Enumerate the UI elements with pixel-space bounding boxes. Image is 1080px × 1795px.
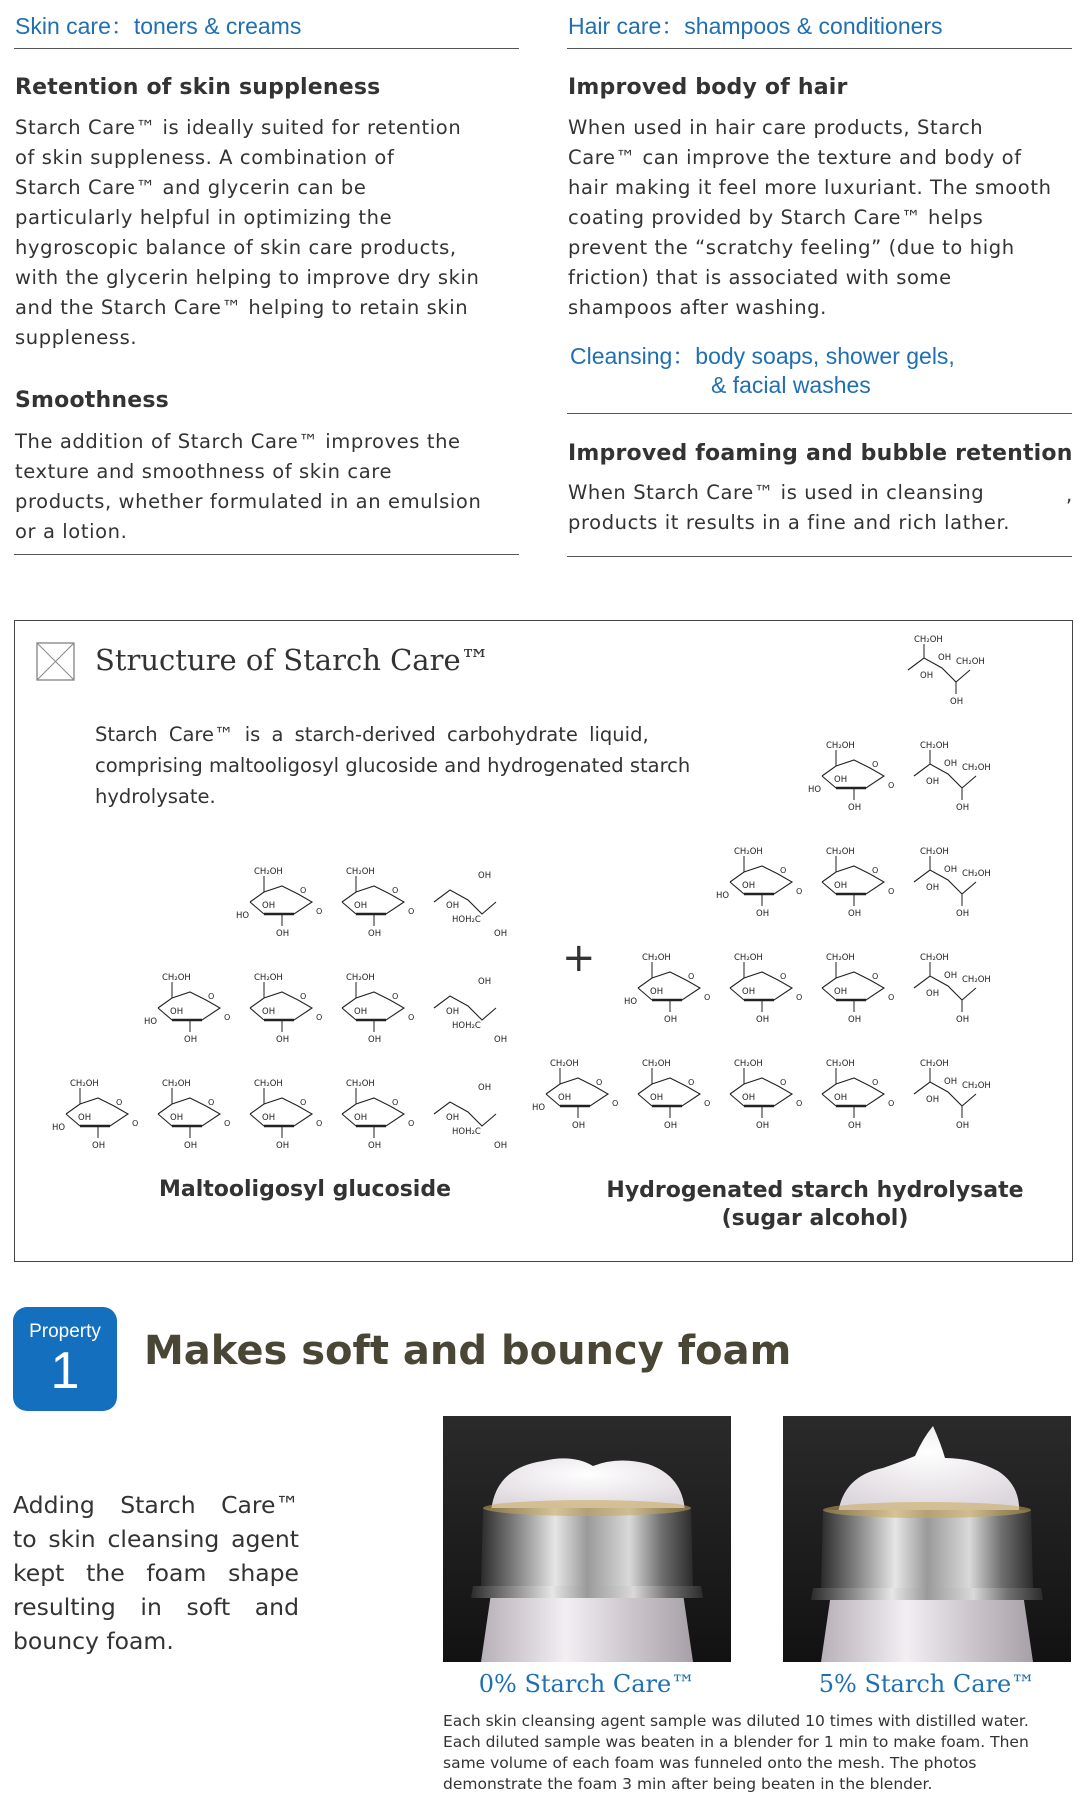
chem-label: CH₂OH <box>826 1059 855 1069</box>
chem-label: OH <box>834 881 848 891</box>
link-oxygen: O <box>224 1013 231 1022</box>
divider <box>14 48 519 49</box>
chem-label: OH <box>446 1113 460 1123</box>
chem-label: HOH₂C <box>452 915 481 925</box>
chem-label: OH <box>944 1077 958 1087</box>
chem-label: OH <box>494 929 508 939</box>
chem-label: OH <box>650 987 664 997</box>
molecular-structures-diagram <box>0 620 1080 1180</box>
skin-care-category: Skin care：toners & creams <box>15 13 302 39</box>
chem-label: OH <box>742 881 756 891</box>
chem-label: CH₂OH <box>642 1059 671 1069</box>
chem-label: OH <box>926 1095 940 1105</box>
chem-label: OH <box>742 987 756 997</box>
link-oxygen: O <box>612 1099 619 1108</box>
chem-label: OH <box>446 901 460 911</box>
stray-comma: , <box>1066 483 1073 506</box>
chem-label: OH <box>78 1113 92 1123</box>
heading-retention: Retention of skin suppleness <box>15 75 381 100</box>
ring-oxygen: O <box>780 1078 787 1087</box>
chem-label: OH <box>956 1121 970 1131</box>
cleansing-category-line2: & facial washes <box>711 372 871 398</box>
chem-label: HO <box>236 911 250 921</box>
chem-label: CH₂OH <box>920 1059 949 1069</box>
chem-label: OH <box>848 909 862 919</box>
chem-label: CH₂OH <box>162 1079 191 1089</box>
chem-label: CH₂OH <box>162 973 191 983</box>
chem-label: OH <box>262 1007 276 1017</box>
paragraph-foaming: When Starch Care™ is used in cleansing products it results in a fine and rich lather. <box>568 481 1011 534</box>
chem-label: CH₂OH <box>962 763 991 773</box>
chem-label: OH <box>478 977 492 987</box>
hair-care-category: Hair care：shampoos & conditioners <box>568 13 943 39</box>
chem-label: OH <box>742 1093 756 1103</box>
ring-oxygen: O <box>688 1078 695 1087</box>
chem-label: OH <box>834 1093 848 1103</box>
chem-label: CH₂OH <box>920 953 949 963</box>
chain-end <box>434 996 496 1020</box>
chem-label: OH <box>956 1015 970 1025</box>
structure-description: Starch Care™ is a starch-derived carbohydrate liquid, comprising maltooligosyl glucoside and hydrogenated starch hydrolysate. <box>95 723 691 808</box>
chem-label: OH <box>950 697 964 707</box>
chem-label: OH <box>926 989 940 999</box>
chem-label: OH <box>184 1035 198 1045</box>
chem-label: OH <box>920 671 934 681</box>
link-oxygen: O <box>408 907 415 916</box>
link-oxygen: O <box>796 993 803 1002</box>
foam-photo-0-percent <box>443 1416 731 1662</box>
chem-label: OH <box>664 1121 678 1131</box>
chem-label: OH <box>848 1121 862 1131</box>
chem-label: OH <box>944 759 958 769</box>
photo-caption-0-percent: 0% Starch Care™ <box>478 1670 696 1698</box>
chem-label: OH <box>184 1141 198 1151</box>
chem-label: OH <box>170 1007 184 1017</box>
chem-label: OH <box>938 653 952 663</box>
link-oxygen: O <box>408 1013 415 1022</box>
chem-label: HO <box>532 1103 546 1113</box>
chem-label: CH₂OH <box>346 973 375 983</box>
experiment-note: Each skin cleansing agent sample was diluted 10 times with distilled water. Each diluted sample was beaten in a blender for 1 min to make foam. Then same volume of each foam was funneled onto the mesh. The photos demonstrate the foam 3 min after being beaten in the blender. <box>443 1712 1029 1793</box>
divider <box>567 413 1072 414</box>
plus-sign: + <box>562 935 596 981</box>
chem-label: CH₂OH <box>550 1059 579 1069</box>
chem-label: CH₂OH <box>826 953 855 963</box>
chem-label: OH <box>478 1083 492 1093</box>
chem-label: OH <box>944 865 958 875</box>
chem-label: HO <box>808 785 822 795</box>
chem-label: OH <box>354 901 368 911</box>
link-oxygen: O <box>796 887 803 896</box>
link-oxygen: O <box>408 1119 415 1128</box>
ring-oxygen: O <box>392 992 399 1001</box>
chem-root <box>52 635 991 1151</box>
chem-label: HO <box>52 1123 66 1133</box>
property-badge <box>13 1307 117 1411</box>
chem-label: OH <box>834 775 848 785</box>
link-oxygen: O <box>704 1099 711 1108</box>
chem-label: OH <box>354 1113 368 1123</box>
chem-label: CH₂OH <box>962 975 991 985</box>
property-description: Adding Starch Care™ to skin cleansing agent kept the foam shape resulting in soft and bouncy foam. <box>13 1491 299 1655</box>
chem-label: OH <box>650 1093 664 1103</box>
cleansing-category-line1: Cleansing：body soaps, shower gels, <box>570 343 955 369</box>
paragraph-improved-body: When used in hair care products, Starch Care™ can improve the texture and body of hair making it feel more luxuriant. The smooth coating provided by Starch Care™ helps prevent the “scratchy feeling” (due to high friction) that is associated with some shampoos after washing. <box>568 116 1052 319</box>
chem-label: HO <box>716 891 730 901</box>
link-oxygen: O <box>888 1099 895 1108</box>
ring-oxygen: O <box>872 760 879 769</box>
chain-end <box>434 1102 496 1126</box>
chem-label: OH <box>354 1007 368 1017</box>
ring-oxygen: O <box>872 1078 879 1087</box>
chain-end <box>434 890 496 914</box>
chem-label: OH <box>478 871 492 881</box>
chem-label: OH <box>572 1121 586 1131</box>
chem-label: CH₂OH <box>826 847 855 857</box>
chem-label: OH <box>368 929 382 939</box>
structure-title: Structure of Starch Care™ <box>95 643 490 677</box>
chem-label: OH <box>664 1015 678 1025</box>
chem-label: CH₂OH <box>962 1081 991 1091</box>
chem-label: OH <box>276 929 290 939</box>
chem-label: OH <box>494 1035 508 1045</box>
ring-oxygen: O <box>208 992 215 1001</box>
ring-oxygen: O <box>392 1098 399 1107</box>
chem-label: OH <box>926 777 940 787</box>
link-oxygen: O <box>888 993 895 1002</box>
chem-label: OH <box>368 1035 382 1045</box>
chem-label: CH₂OH <box>346 1079 375 1089</box>
chem-label: OH <box>170 1113 184 1123</box>
chem-label: OH <box>276 1141 290 1151</box>
property-number: 1 <box>50 1342 80 1400</box>
divider <box>567 556 1072 557</box>
ring-oxygen: O <box>872 972 879 981</box>
link-oxygen: O <box>888 781 895 790</box>
chem-label: OH <box>262 1113 276 1123</box>
chem-label: CH₂OH <box>734 847 763 857</box>
paragraph-retention: Starch Care™ is ideally suited for retention of skin suppleness. A combination of Starch Care™ and glycerin can be particularly helpful in optimizing the hygroscopic balance of skin care products, with the glycerin helping to improve dry skin and the Starch Care™ helping to retain skin suppleness. <box>15 116 480 349</box>
chem-label: OH <box>944 971 958 981</box>
chem-label: OH <box>446 1007 460 1017</box>
chem-label: OH <box>756 909 770 919</box>
chem-label: OH <box>756 1121 770 1131</box>
heading-foaming: Improved foaming and bubble retention <box>568 441 1073 466</box>
chem-label: CH₂OH <box>956 657 985 667</box>
chem-label: OH <box>368 1141 382 1151</box>
ring-oxygen: O <box>300 1098 307 1107</box>
ring-oxygen: O <box>780 866 787 875</box>
link-oxygen: O <box>704 993 711 1002</box>
chem-label: CH₂OH <box>70 1079 99 1089</box>
ring-oxygen: O <box>872 866 879 875</box>
chem-label: CH₂OH <box>254 1079 283 1089</box>
chem-label: CH₂OH <box>254 867 283 877</box>
hydrogenated-label: Hydrogenated starch hydrolysate (sugar alcohol) <box>606 1178 1024 1231</box>
link-oxygen: O <box>132 1119 139 1128</box>
chem-label: HOH₂C <box>452 1127 481 1137</box>
chem-label: CH₂OH <box>826 741 855 751</box>
ring-oxygen: O <box>596 1078 603 1087</box>
ring-oxygen: O <box>392 886 399 895</box>
chem-label: OH <box>926 883 940 893</box>
chem-label: CH₂OH <box>642 953 671 963</box>
ring-oxygen: O <box>780 972 787 981</box>
divider <box>14 554 519 555</box>
chem-label: OH <box>956 803 970 813</box>
chem-label: CH₂OH <box>346 867 375 877</box>
link-oxygen: O <box>316 907 323 916</box>
chem-label: CH₂OH <box>920 847 949 857</box>
paragraph-smoothness: The addition of Starch Care™ improves the texture and smoothness of skin care products, whether formulated in an emulsion or a lotion. <box>15 430 482 543</box>
ring-oxygen: O <box>300 886 307 895</box>
chem-label: OH <box>756 1015 770 1025</box>
chem-label: HO <box>624 997 638 1007</box>
ring-oxygen: O <box>688 972 695 981</box>
foam-photo-5-percent <box>783 1416 1071 1662</box>
divider <box>567 48 1072 49</box>
chem-label: OH <box>834 987 848 997</box>
heading-smoothness: Smoothness <box>15 388 169 413</box>
chem-label: CH₂OH <box>914 635 943 645</box>
chem-label: OH <box>494 1141 508 1151</box>
chem-label: CH₂OH <box>962 869 991 879</box>
property-label: Property <box>29 1321 101 1342</box>
heading-improved-body: Improved body of hair <box>568 75 848 100</box>
chem-label: OH <box>558 1093 572 1103</box>
link-oxygen: O <box>888 887 895 896</box>
ring-oxygen: O <box>116 1098 123 1107</box>
chem-label: CH₂OH <box>254 973 283 983</box>
chem-label: HO <box>144 1017 158 1027</box>
ring-oxygen: O <box>300 992 307 1001</box>
link-oxygen: O <box>796 1099 803 1108</box>
chem-label: OH <box>848 803 862 813</box>
property-title: Makes soft and bouncy foam <box>144 1328 792 1374</box>
link-oxygen: O <box>316 1013 323 1022</box>
chem-label: OH <box>848 1015 862 1025</box>
link-oxygen: O <box>224 1119 231 1128</box>
chem-label: CH₂OH <box>734 953 763 963</box>
photo-caption-5-percent: 5% Starch Care™ <box>818 1670 1036 1698</box>
chem-label: HOH₂C <box>452 1021 481 1031</box>
chem-label: CH₂OH <box>734 1059 763 1069</box>
chem-label: OH <box>276 1035 290 1045</box>
chem-label: OH <box>92 1141 106 1151</box>
chem-label: CH₂OH <box>920 741 949 751</box>
link-oxygen: O <box>316 1119 323 1128</box>
maltooligosyl-label: Maltooligosyl glucoside <box>158 1177 451 1202</box>
chem-label: OH <box>956 909 970 919</box>
ring-oxygen: O <box>208 1098 215 1107</box>
chem-label: OH <box>262 901 276 911</box>
